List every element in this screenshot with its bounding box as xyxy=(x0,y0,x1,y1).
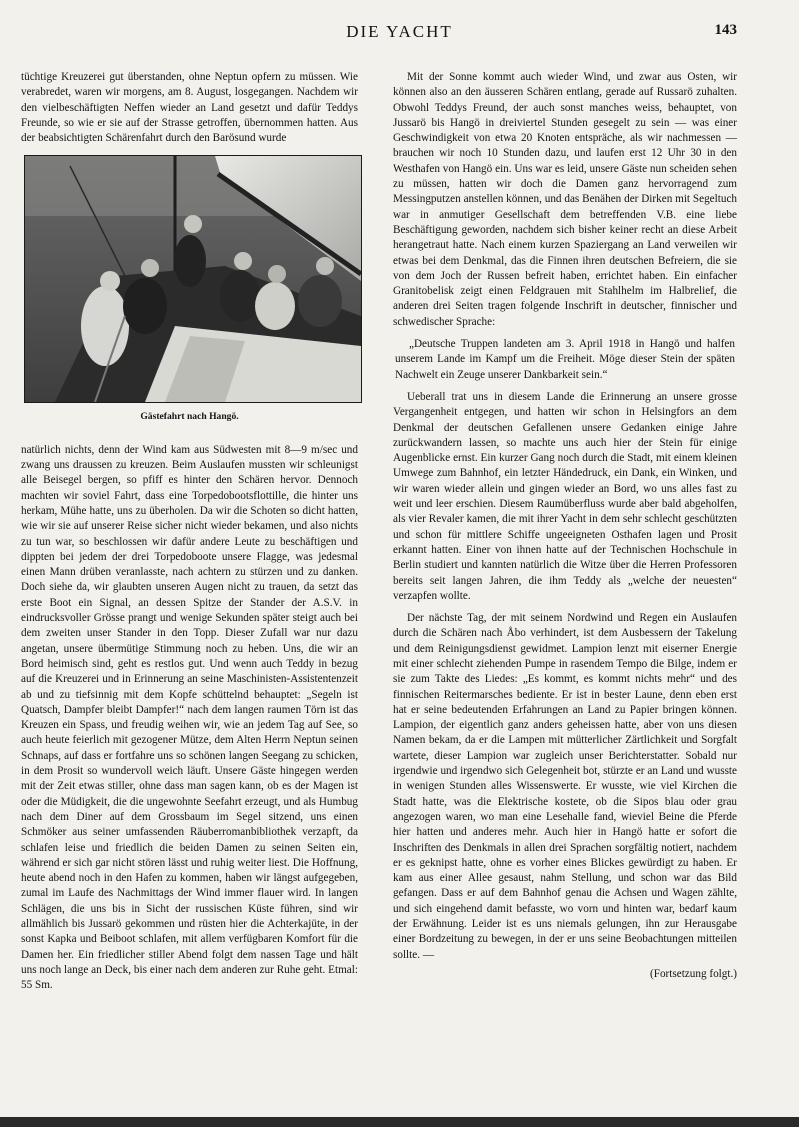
running-title: DIE YACHT xyxy=(346,22,453,41)
yacht-photo xyxy=(24,155,362,403)
yacht-photo-image xyxy=(25,156,361,402)
left-paragraph-1: tüchtige Kreuzerei gut überstanden, ohne Neptun opfern zu müssen. Wie verabredet, waren wir morgens, am 8. August, losgegangen. Nachdem wir den vielbeschäftigten Neffen wieder an Land gesetzt und dafür Teddys Freunde, so wie er sie auf der Strasse getroffen, übernommen hatten. Aus der beabsichtigten Schärenfahrt durch den Barösund wurde xyxy=(21,71,358,145)
running-head xyxy=(0,22,799,46)
monument-inscription-quote: „Deutsche Truppen landeten am 3. April 1918 in Hangö und halfen unserem Lande im Kampf um die Freiheit. Möge dieser Stein der späten Nachwelt ein Zeuge unserer Dankbarkeit sein.“ xyxy=(395,338,735,381)
right-paragraph-1: Mit der Sonne kommt auch wieder Wind, und zwar aus Osten, wir können also an den äusseren Schären entlang, gerade auf Russarö zuhalten. Obwohl Teddys Freund, der auch sonst manches weiss, behauptet, von Jussarö bis Hangö in dreiviertel Stunden gesegelt zu sein — was einer Geschwindigkeit von etwa 20 Knoten entspräche, als wir nachmessen — brauchen wir noch 10 Stunden dazu, und laufen erst 12 Uhr 30 in den Westhafen von Hangö ein. Uns war es leid, unsere Gäste nun scheiden sehen zu müssen, hatten wir doch die Damen ganz hervorragend zum Messingputzen anstellen können, und das Benähen der Dirken mit Segeltuch war in anmutiger Gesellschaft dem betreffenden V.B. eine liebe Beschäftigung geworden, nachdem sich bisher keiner recht an diese Arbeit herangetraut hatte. Nach einem kurzen Spaziergang an Land verweilen wir etwas bei dem Denkmal, das die Finnen ihren deutschen Befreiern, die sie von dem Joch der Russen befreit haben, errichtet haben. Ein einfacher Granitobelisk zeigt einen Feldgrauen mit Stahlhelm im Halbrelief, die anderen drei Seiten tragen folgende Inschrift in deutscher, finnischer und schwedischer Sprache: xyxy=(393,71,737,328)
page-bottom-edge xyxy=(0,1117,799,1127)
right-paragraph-3: Der nächste Tag, der mit seinem Nordwind und Regen ein Auslaufen durch die Schären nach Åbo verhindert, ist dem Ausbessern der Takelung und dem Reinigungsdienst gewidmet. Lampion lenzt mit eiserner Energie mit einer schlecht ziehenden Pumpe in rasendem Tempo die Bilge, indem er sie zum Takte des Liedes: „Es kommt, es kommt nichts mehr“ und des finnischen Reitermarsches bediente. Er ist in bester Laune, denn eben erst hat er seine bedeutenden Erfahrungen an Land zu Papier bringen können. Lampion, der eigentlich ganz anders geheissen hatte, aber von uns diesen Namen bekam, da er die Lampen mit mütterlicher Zärtlichkeit und Sorgfalt wartete, dieser Lampion war zugleich unser Berichterstatter. Sobald nur irgendwie und irgendwo sich Gelegenheit bot, stürzte er an Land und wusste in wenigen Stunden alles Wissenswerte. Er wusste, wie viel Kirchen die Stadt hatte, was die Elektrische kostete, ob die Sipos blau oder grau angezogen waren, wo man eine Lesehalle fand, wieviel Beine die Pferde hier hatten und anderes mehr. Auch hier in Hangö hatte er sofort die Inschriften des Denkmals in allen drei Sprachen sorgfältig notiert, nachdem er es geknipst hatte, ohne es vorher eines Blickes gewürdigt zu haben. Er kam aus einer Allee gesaust, nahm Stellung, und schon war das Bild gefangen. Dass er auf dem Bahnhof genau die Achsen und Wagen zählte, und sich eingehend damit befasste, wo vorn und hinten war, bedarf kaum der Erwähnung. Leider ist es uns niemals gelungen, ihn zur Herausgabe einer Bordzeitung zu bewegen, in der er uns seine Beobachtungen mitteilen sollte. — xyxy=(393,612,737,961)
photo-caption: Gästefahrt nach Hangö. xyxy=(140,411,239,423)
continuation-note: (Fortsetzung folgt.) xyxy=(650,967,737,980)
right-paragraph-2: Ueberall trat uns in diesem Lande die Erinnerung an unsere grosse Vergangenheit entgegen, und hatten wir schon in Helsingfors an dem Denkmal der deutschen Gefallenen unsere Gedanken einige Jahre zurückwandern lassen, so machte uns auch hier der Stein für einige Augenblicke ernst. Ein kurzer Gang noch durch die Stadt, mit einem kleinen Umwege zum Bahnhof, ein letzter Händedruck, ein Dank, ein Winken, und wir waren wieder allein und gingen wieder an Bord, wo uns alles fast zu weit und leer erschien. Diesem Raumüberfluss wurde aber bald abgeholfen, als vier Revaler kamen, die mit ihrer Yacht in dem sehr schlecht geschützten und schon für mittlere Schiffe ungeeigneten Osthafen lagen und Prosit erkannt hatten. Einer von ihnen hatte auf der Technischen Hochschule in Berlin studiert und kannten natürlich die Witze über die Herren Professoren bereits seit langen Jahren, die ihm Teddy als „welche der neuesten“ verzapfen wollte. xyxy=(393,390,737,602)
right-column xyxy=(393,70,737,982)
page-number: 143 xyxy=(714,22,737,38)
left-column xyxy=(21,70,358,993)
left-paragraph-2: natürlich nichts, denn der Wind kam aus Südwesten mit 8—9 m/sec und zwang uns draussen zu kreuzen. Beim Auslaufen mussten wir schleunigst alle Beisegel bergen, so pfiff es hinter den Schären hervor. Dennoch machten wir soviel Fahrt, dass eine Torpedobootsflottille, die hinter uns herkam, Mühe hatte, uns zu überholen. Da wir die Schoten so dicht hatten, wie wir sie auf unserer Reise sicher nicht wieder bekamen, und also nichts zu tun war, so beschlossen wir dafür andere Leute zu beschäftigen und dippten bei jedem der drei Torpedoboote unsere Flagge, was jedesmal einen Mann drüben veranlasste, nach achtern zu stürzen und zu danken. Doch siehe da, wir glaubten unseren Augen nicht zu trauen, da setzt das erste Boot ein Signal, an dessen Spitze der Stander der A.S.V. in eindrucksvoller Grösse prangt und wenige Sekunden später steigt auch bei dem zweiten unser Stander in den Topp. Dieser Zufall war nur dazu angetan, unsere übermütige Stimmung noch zu heben. Uns, die wir an Bord heimisch sind, geht es restlos gut. Und wenn auch Teddy in bezug auf die Kreuzerei und in Erinnerung an seine Maschinisten-Assistentenzeit ab und zu tiefsinnig mit dem Kopfe schüttelnd behauptet: „Segeln ist Quatsch, Dampfer bleibt Dampfer!“ nach dem langen raumen Törn ist das Kreuzen ein Spass, und freudig weihen wir, wie an jedem Tag auf See, so auch heute feierlich mit gezogener Mütze, dem Alten Herrn Neptun seinen Schnaps, auf dass er fortfahre uns so schönen langen Seegang zu schicken, in dem Prosit so wundervoll weich läuft. Unsere Gäste hingegen werden mit der Zeit etwas stiller, ohne dass man sagen kann, ob es der Magen ist oder die Müdigkeit, die die ungewohnte Seefahrt erzeugt, und als Humbug nach dem Diner auf dem Grossbaum im Segel sitzend, uns einen Schmöker aus seiner umfassenden Räuberromanbibliothek verzapft, da schlafen leise und friedlich die beiden Damen zu seinen Seiten ein, während er sich gar nicht stören lässt und ruhig weiter liest. Die Hoffnung, heute abend noch in den Hafen zu kommen, haben wir längst aufgegeben, zumal im Laufe des Nachmittags der Wind immer flauer wird. In langen Schlägen, die uns bis in Sicht der russischen Küste führen, sind wir allmählich bis Jussarö gekommen und rüsten hier die Achterkajüte, in der sonst Kapka und Beiboot schlafen, mit allem verfügbaren Komfort für die Damen her. Ein friedlicher stiller Abend folgt dem nassen Tage und hält uns noch lange an Deck, bis einer nach dem anderen zur Ruhe geht. Etmal: 55 Sm. xyxy=(21,443,358,992)
